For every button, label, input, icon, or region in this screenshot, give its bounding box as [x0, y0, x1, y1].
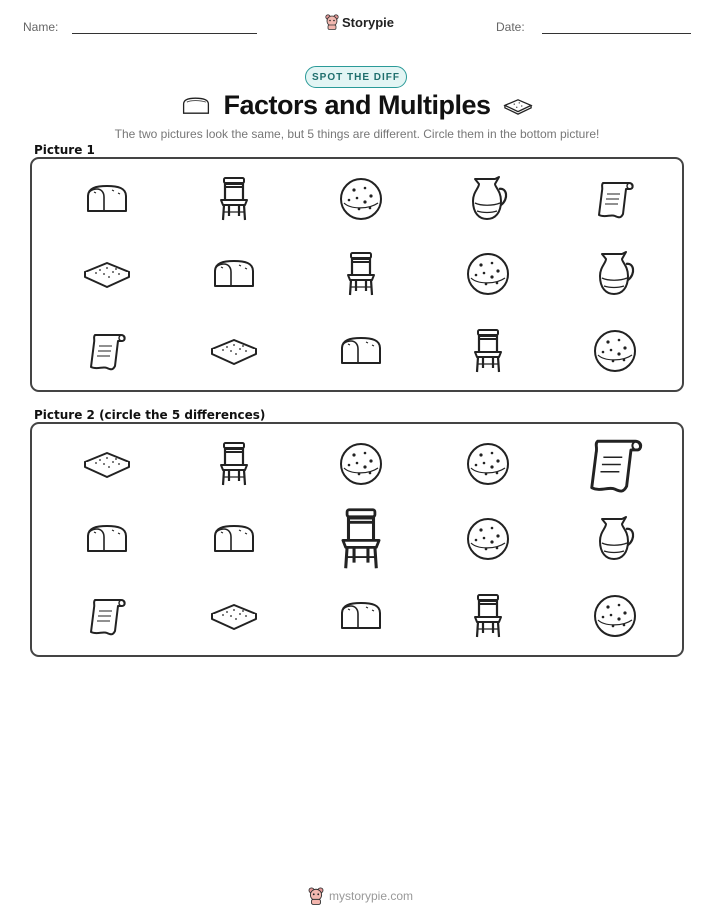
jug-icon	[467, 175, 509, 228]
scroll-icon[interactable]	[85, 595, 129, 642]
scroll-icon[interactable]	[583, 434, 647, 500]
bread-icon[interactable]	[84, 522, 130, 561]
bear-icon	[308, 887, 324, 905]
picture-2-label: Picture 2 (circle the 5 differences)	[34, 408, 266, 422]
cookie-icon[interactable]	[465, 441, 511, 492]
spot-the-diff-badge: SPOT THE DIFF	[305, 66, 407, 88]
footer-url: mystorypie.com	[329, 889, 414, 903]
bread-icon	[84, 182, 130, 221]
cookie-icon[interactable]	[465, 516, 511, 567]
cookie-icon[interactable]	[338, 441, 384, 492]
chair-icon[interactable]	[471, 593, 505, 644]
cookie-icon	[338, 176, 384, 227]
sponge-cake-icon	[209, 335, 259, 372]
scroll-icon	[85, 330, 129, 377]
brand-logo	[325, 14, 394, 30]
picture-2-panel[interactable]	[30, 422, 684, 657]
chair-icon[interactable]	[337, 507, 385, 576]
bread-icon[interactable]	[338, 599, 384, 638]
footer	[308, 887, 413, 905]
date-label: Date:	[496, 20, 525, 34]
sponge-cake-icon	[82, 258, 132, 295]
cookie-icon	[592, 328, 638, 379]
picture-1-label: Picture 1	[34, 143, 95, 157]
bread-icon	[211, 257, 257, 296]
jug-icon[interactable]	[594, 515, 636, 568]
jug-icon	[594, 250, 636, 303]
chair-icon[interactable]	[217, 441, 251, 492]
scroll-icon	[593, 178, 637, 225]
chair-icon	[217, 176, 251, 227]
page-title: Factors and Multiples	[223, 90, 491, 120]
sponge-cake-icon	[503, 96, 533, 116]
cookie-icon[interactable]	[592, 593, 638, 644]
date-line[interactable]	[542, 33, 691, 34]
brand-name: Storypie	[342, 14, 395, 30]
name-line[interactable]	[72, 33, 257, 34]
bread-icon	[338, 334, 384, 373]
sponge-cake-icon[interactable]	[82, 448, 132, 485]
picture-1-panel	[30, 157, 684, 392]
instructions: The two pictures look the same, but 5 things are different. Circle them in the bottom picture!	[114, 127, 600, 141]
bear-icon	[325, 14, 339, 30]
chair-icon	[471, 328, 505, 379]
sponge-cake-icon[interactable]	[209, 600, 259, 637]
chair-icon	[344, 251, 378, 302]
cookie-icon	[465, 251, 511, 302]
name-label: Name:	[23, 20, 59, 34]
bread-icon[interactable]	[211, 522, 257, 561]
